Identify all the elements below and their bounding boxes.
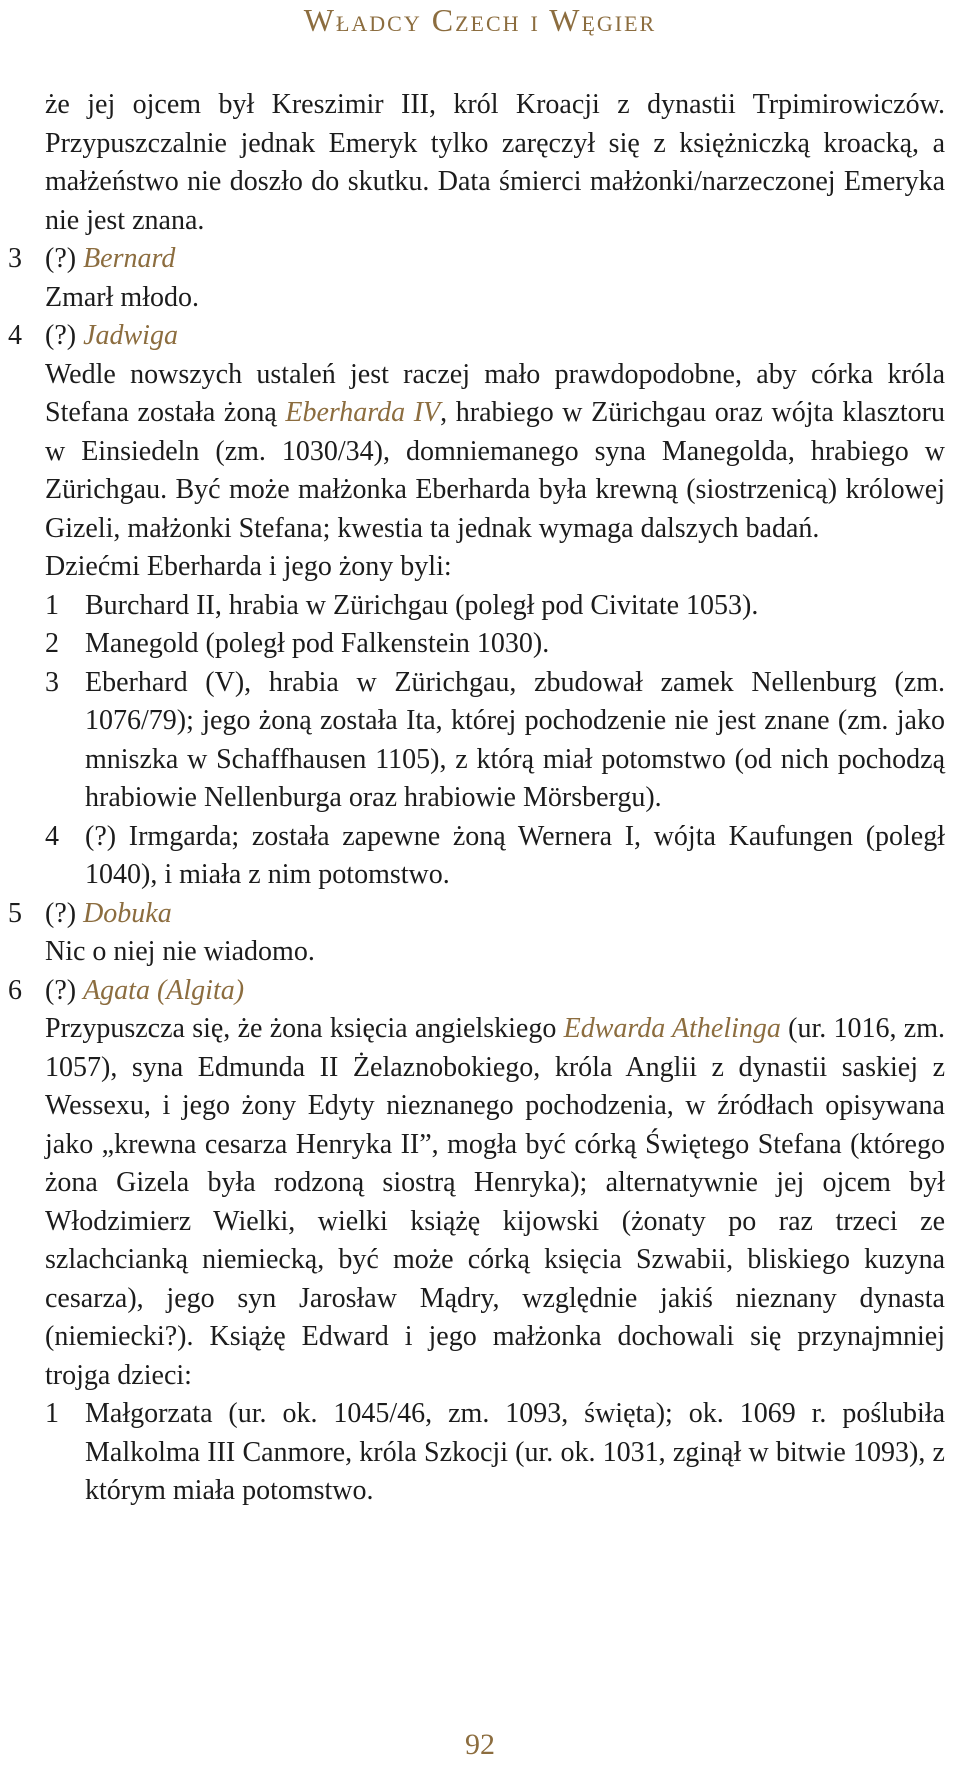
page-number: 92 [465, 1728, 495, 1761]
entry-heading [8, 895, 945, 934]
list-item [45, 587, 945, 626]
entry-name: Dobuka [83, 897, 172, 929]
children-intro: Dziećmi Eberharda i jego żony byli: [45, 551, 452, 582]
list-item-text: Burchard II, hrabia w Zürichgau (poległ pod Civitate 1053). [85, 589, 759, 621]
text-after-link: , hrabiego w Zürichgau oraz wójta klasztoru w Einsiedeln (zm. 1030/34), domniemanego syna Manegolda, hrabiego w Zürichgau. Być może małżonka Eberharda była krewną (siostrzenicą) królowej Gizeli, małżonki Stefana; kwestia ta jednak wymaga dalszych badań. [45, 397, 945, 544]
list-item [45, 818, 945, 895]
text-after-link: (ur. 1016, zm. 1057), syna Edmunda II Żelaznobokiego, króla Anglii z dynastii saskiej z Wessexu, i jego żony Edyty nieznanego pochodzenia, w źródłach opisywana jako „krewna cesarza Henryka II”, mogła być córką Świętego Stefana (którego żona Gizela była rodzoną siostrą Henryka); alternatywnie jej ojcem był Włodzimierz Wielki, wielki książę kijowski (żonaty po raz trzeci ze szlachcianką niemiecką, być może córką księcia Szwabii, bliskiego kuzyna cesarza), jego syn Jarosław Mądry, względnie jakiś nieznany dynasta (niemiecki?). Książę Edward i jego małżonka dochowali się przynajmniej trojga dzieci: [45, 1013, 946, 1391]
entry-text: Nic o niej nie wiadomo. [45, 936, 315, 967]
list-item-number: 1 [45, 1398, 59, 1429]
text-before-link: Przypuszcza się, że żona księcia angielskiego [45, 1013, 564, 1044]
entry-name: Jadwiga [83, 320, 178, 351]
text-before-link: Wedle nowszych ustaleń jest raczej mało prawdopodobne, aby córka króla Stefana została żoną [45, 358, 945, 428]
entry-name: Bernard [83, 243, 176, 274]
entry-name: Agata (Algita) [83, 974, 245, 1006]
entry-uncertain-mark: (?) [45, 897, 84, 929]
entry-text: Zmarł młodo. [45, 281, 199, 313]
list-item-text: Małgorzata (ur. ok. 1045/46, zm. 1093, święta); ok. 1069 r. poślubiła Malkolma III Canmore, króla Szkocji (ur. ok. 1031, zginął w bitwie 1093), z którym miała potomstwo. [85, 1398, 945, 1506]
entry-heading [8, 240, 945, 279]
header-title: Władcy Czech i Węgier [303, 2, 657, 38]
entry-uncertain-mark: (?) [45, 974, 84, 1006]
cross-reference-link[interactable]: Eberharda IV [285, 397, 441, 428]
entry-heading [8, 972, 945, 1011]
list-item [45, 625, 945, 664]
list-item-text: Eberhard (V), hrabia w Zürichgau, zbudował zamek Nellenburg (zm. 1076/79); jego żoną została Ita, której pochodzenie nie jest znane (zm. jako mniszka w Schaffhausen 1105), z którą miał potomstwo (od nich pochodzą hrabiowie Nellenburga oraz hrabiowie Mörsbergu). [85, 666, 945, 813]
children-list [45, 1395, 945, 1511]
entry-text [45, 356, 945, 549]
list-item-number: 3 [45, 666, 59, 698]
page-body [8, 86, 946, 1511]
entry-uncertain-mark: (?) [45, 243, 84, 274]
entry-number: 6 [8, 974, 22, 1006]
list-item-number: 2 [45, 628, 59, 659]
children-list [45, 587, 945, 895]
list-item [45, 664, 945, 818]
entry-bernard [8, 240, 945, 317]
entry-agata [8, 972, 946, 1511]
entry-number: 3 [8, 243, 22, 274]
running-header [0, 2, 960, 39]
entry-jadwiga [8, 317, 945, 895]
list-item-number: 1 [45, 589, 59, 621]
entry-number: 5 [8, 897, 22, 929]
list-item-number: 4 [45, 820, 59, 852]
cross-reference-link[interactable]: Edwarda Athelinga [563, 1013, 781, 1044]
intro-paragraph: że jej ojcem był Kreszimir III, król Kroacji z dynastii Trpimirowiczów. Przypuszczalnie jednak Emeryk tylko zaręczył się z księżniczką kroacką, a małżeństwo nie doszło do skutku. Data śmierci małżonki/narzeczonej Emeryka nie jest znana. [45, 89, 945, 236]
entry-number: 4 [8, 320, 22, 351]
entry-heading [8, 317, 945, 356]
entry-uncertain-mark: (?) [45, 320, 84, 351]
list-item-text: (?) Irmgarda; została zapewne żoną Wernera I, wójta Kaufungen (poległ 1040), i miała z nim potomstwo. [85, 820, 945, 890]
entry-text [45, 1010, 945, 1395]
list-item-text: Manegold (poległ pod Falkenstein 1030). [85, 628, 550, 659]
list-item [45, 1395, 945, 1511]
entry-dobuka [8, 895, 945, 972]
